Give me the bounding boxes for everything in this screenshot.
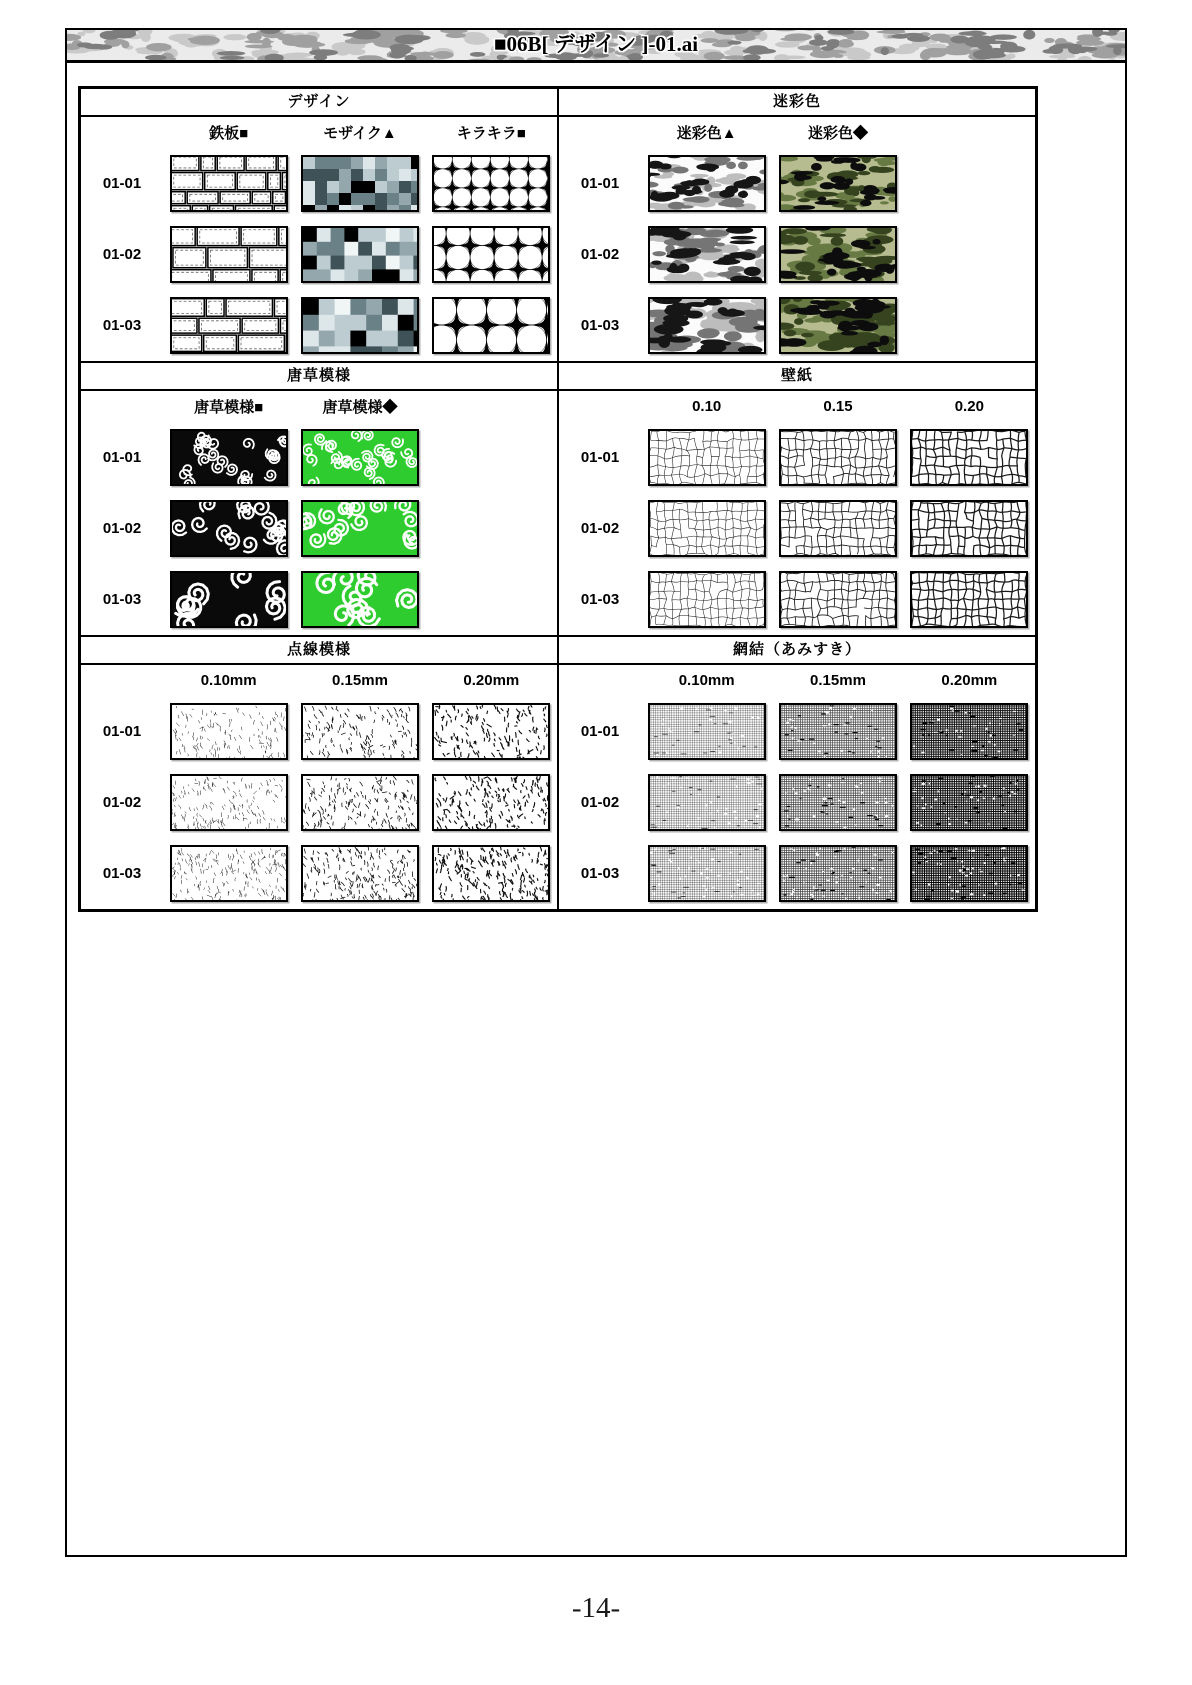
pattern-swatch-kabegami-crackle	[648, 500, 766, 557]
column-header: 迷彩色▲	[676, 125, 737, 142]
row-label: 01-02	[580, 794, 620, 811]
pattern-swatch-kabegami-crackle	[779, 571, 897, 628]
pattern-row	[81, 767, 557, 838]
pattern-swatch-kabegami-crackle	[779, 500, 897, 557]
pattern-row	[559, 219, 1035, 290]
pattern-swatch-mosaic	[301, 226, 419, 283]
pattern-swatch-tensen-dots	[170, 703, 288, 760]
column-header-row	[81, 665, 557, 696]
pattern-cell	[426, 564, 557, 635]
content-frame	[65, 61, 1127, 1557]
pattern-cell	[163, 564, 294, 635]
pattern-row	[559, 838, 1035, 909]
section-title: 唐草模様	[81, 363, 557, 391]
pattern-swatch-kabegami-crackle	[779, 429, 897, 486]
pattern-swatch-tensen-dots	[432, 774, 550, 831]
pattern-cell	[294, 767, 425, 838]
section-karakusa	[80, 362, 558, 636]
page-title: ■06B[ デザイン ]-01.ai	[493, 32, 699, 56]
pattern-cell	[426, 290, 557, 361]
pattern-swatch-amisuki-mesh	[779, 845, 897, 902]
row-label: 01-03	[102, 591, 142, 608]
pattern-cell	[772, 148, 903, 219]
pattern-cell	[641, 838, 772, 909]
pattern-swatch-amisuki-mesh	[910, 845, 1028, 902]
row-label: 01-01	[102, 723, 142, 740]
pattern-row	[559, 493, 1035, 564]
pattern-cell	[641, 696, 772, 767]
row-label: 01-02	[102, 246, 142, 263]
pattern-swatch-kabegami-crackle	[910, 500, 1028, 557]
pattern-row	[81, 219, 557, 290]
column-header-row	[81, 117, 557, 148]
pattern-swatch-amisuki-mesh	[910, 703, 1028, 760]
pattern-cell	[641, 219, 772, 290]
section-title: 点線模様	[81, 637, 557, 665]
pattern-cell	[426, 422, 557, 493]
pattern-swatch-karakusa-black	[170, 429, 288, 486]
pattern-row	[81, 148, 557, 219]
pattern-cell	[294, 219, 425, 290]
section-amisuki-net	[558, 636, 1036, 910]
pattern-swatch-camo-gray	[648, 226, 766, 283]
row-label: 01-01	[580, 723, 620, 740]
section-title: 網結（あみすき）	[559, 637, 1035, 665]
pattern-row	[81, 493, 557, 564]
column-header-row	[559, 391, 1035, 422]
row-label: 01-03	[102, 317, 142, 334]
pattern-cell	[163, 493, 294, 564]
pattern-swatch-amisuki-mesh	[779, 703, 897, 760]
pattern-swatch-teppan	[170, 297, 288, 354]
pattern-cell	[426, 493, 557, 564]
pattern-row	[81, 564, 557, 635]
pattern-cell	[641, 148, 772, 219]
pattern-cell	[641, 422, 772, 493]
column-header: 迷彩色◆	[807, 125, 868, 142]
column-header: 0.20	[954, 398, 984, 415]
pattern-cell	[163, 838, 294, 909]
row-label: 01-01	[580, 175, 620, 192]
row-label: 01-01	[580, 449, 620, 466]
column-header: 0.15mm	[810, 672, 866, 689]
page-number: -14-	[571, 1592, 621, 1624]
pattern-cell	[294, 422, 425, 493]
section-camouflage	[558, 88, 1036, 362]
pattern-cell	[641, 290, 772, 361]
pattern-cell	[294, 148, 425, 219]
pattern-swatch-karakusa-black	[170, 571, 288, 628]
column-header: 0.10	[692, 398, 722, 415]
pattern-swatch-kabegami-crackle	[910, 429, 1028, 486]
pattern-cell	[772, 696, 903, 767]
pattern-swatch-tensen-dots	[170, 774, 288, 831]
pattern-cell	[904, 422, 1035, 493]
pattern-swatch-mosaic	[301, 297, 419, 354]
pattern-swatch-teppan	[170, 155, 288, 212]
pattern-cell	[426, 767, 557, 838]
pattern-swatch-tensen-dots	[170, 845, 288, 902]
column-header: モザイク▲	[323, 125, 397, 142]
pattern-cell	[904, 838, 1035, 909]
pattern-swatch-tensen-dots	[432, 703, 550, 760]
row-label: 01-03	[580, 317, 620, 334]
row-label: 01-03	[580, 591, 620, 608]
pattern-row	[559, 148, 1035, 219]
pattern-cell	[426, 219, 557, 290]
pattern-cell	[163, 696, 294, 767]
section-design	[80, 88, 558, 362]
pattern-swatch-camo-gray	[648, 155, 766, 212]
column-header: 0.10mm	[200, 672, 257, 689]
pattern-row	[559, 767, 1035, 838]
pattern-swatch-camo-green	[779, 297, 897, 354]
pattern-swatch-tensen-dots	[301, 845, 419, 902]
header-banner	[65, 28, 1127, 62]
pattern-swatch-amisuki-mesh	[648, 845, 766, 902]
pattern-swatch-camo-green	[779, 155, 897, 212]
pattern-cell	[426, 838, 557, 909]
pattern-cell	[163, 148, 294, 219]
pattern-row	[559, 696, 1035, 767]
pattern-cell	[904, 148, 1035, 219]
column-header: 0.15	[823, 398, 853, 415]
pattern-cell	[294, 696, 425, 767]
pattern-swatch-kabegami-crackle	[648, 571, 766, 628]
pattern-swatch-karakusa-green	[301, 429, 419, 486]
pattern-cell	[163, 767, 294, 838]
pattern-row	[81, 838, 557, 909]
pattern-swatch-kirakira	[432, 155, 550, 212]
pattern-row	[81, 422, 557, 493]
column-header-row	[81, 391, 557, 422]
pattern-swatch-karakusa-green	[301, 571, 419, 628]
pattern-cell	[904, 219, 1035, 290]
row-label: 01-01	[102, 449, 142, 466]
pattern-swatch-tensen-dots	[432, 845, 550, 902]
pattern-cell	[904, 493, 1035, 564]
pattern-row	[559, 290, 1035, 361]
pattern-cell	[772, 767, 903, 838]
row-label: 01-02	[580, 246, 620, 263]
column-header: 0.10mm	[678, 672, 735, 689]
column-header: 0.20mm	[463, 672, 520, 689]
pattern-cell	[163, 422, 294, 493]
column-header: 唐草模様■	[194, 399, 264, 416]
column-header: 0.15mm	[332, 672, 388, 689]
pattern-cell	[772, 493, 903, 564]
pattern-swatch-amisuki-mesh	[648, 774, 766, 831]
pattern-swatch-karakusa-green	[301, 500, 419, 557]
pattern-swatch-karakusa-black	[170, 500, 288, 557]
pattern-row	[559, 422, 1035, 493]
pattern-cell	[904, 564, 1035, 635]
pattern-swatch-kabegami-crackle	[648, 429, 766, 486]
pattern-cell	[772, 422, 903, 493]
pattern-swatch-kabegami-crackle	[910, 571, 1028, 628]
pattern-cell	[294, 493, 425, 564]
section-title: デザイン	[81, 89, 557, 117]
column-header: キラキラ■	[456, 125, 526, 142]
pattern-cell	[641, 564, 772, 635]
pattern-cell	[426, 696, 557, 767]
row-label: 01-02	[580, 520, 620, 537]
row-label: 01-02	[102, 520, 142, 537]
pattern-row	[81, 290, 557, 361]
pattern-swatch-mosaic	[301, 155, 419, 212]
pattern-swatch-kirakira	[432, 226, 550, 283]
row-label: 01-03	[580, 865, 620, 882]
pattern-cell	[163, 290, 294, 361]
pattern-cell	[904, 696, 1035, 767]
pattern-cell	[294, 290, 425, 361]
pattern-swatch-tensen-dots	[301, 774, 419, 831]
column-header-row	[559, 117, 1035, 148]
pattern-cell	[904, 290, 1035, 361]
pattern-swatch-tensen-dots	[301, 703, 419, 760]
row-label: 01-01	[102, 175, 142, 192]
section-dotted-line	[80, 636, 558, 910]
pattern-cell	[904, 767, 1035, 838]
pattern-swatch-amisuki-mesh	[648, 703, 766, 760]
pattern-cell	[294, 564, 425, 635]
pattern-swatch-camo-green	[779, 226, 897, 283]
pattern-cell	[163, 219, 294, 290]
pattern-swatch-amisuki-mesh	[910, 774, 1028, 831]
row-label: 01-03	[102, 865, 142, 882]
pattern-cell	[426, 148, 557, 219]
column-header: 0.20mm	[941, 672, 998, 689]
pattern-swatch-amisuki-mesh	[779, 774, 897, 831]
pattern-cell	[641, 493, 772, 564]
pattern-swatch-teppan	[170, 226, 288, 283]
column-header-row	[559, 665, 1035, 696]
pattern-row	[81, 696, 557, 767]
pattern-table	[78, 86, 1038, 912]
row-label: 01-02	[102, 794, 142, 811]
section-wallpaper	[558, 362, 1036, 636]
pattern-cell	[772, 219, 903, 290]
pattern-row	[559, 564, 1035, 635]
pattern-cell	[772, 564, 903, 635]
pattern-cell	[772, 290, 903, 361]
pattern-cell	[294, 838, 425, 909]
pattern-swatch-camo-gray	[648, 297, 766, 354]
pattern-swatch-kirakira	[432, 297, 550, 354]
pattern-cell	[641, 767, 772, 838]
pattern-cell	[772, 838, 903, 909]
section-title: 壁紙	[559, 363, 1035, 391]
section-title: 迷彩色	[559, 89, 1035, 117]
column-header: 鉄板■	[209, 125, 249, 142]
column-header: 唐草模様◆	[322, 399, 398, 416]
